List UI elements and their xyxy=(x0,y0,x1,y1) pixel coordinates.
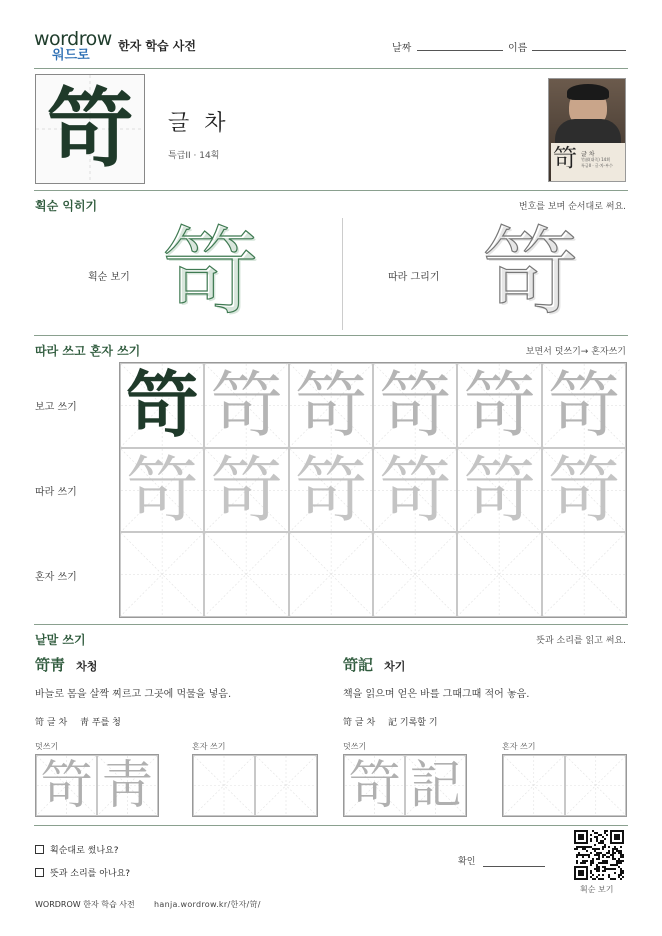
stroke-divider xyxy=(34,335,628,336)
cell-character: 笴 xyxy=(126,363,199,448)
cell-character: 笴 xyxy=(40,755,93,816)
stroke-section-divider xyxy=(342,218,343,330)
stroke-order-character: 笴 xyxy=(162,216,258,328)
practice-cell[interactable] xyxy=(120,363,204,448)
word1-trace-label: 덧쓰기 xyxy=(35,742,59,751)
stroke-trace-label: 따라 그리기 xyxy=(388,272,440,283)
check-meaning[interactable] xyxy=(35,866,130,879)
cell-guide-lines xyxy=(121,533,203,616)
cell-character: 笴 xyxy=(547,447,620,532)
practice-cell[interactable] xyxy=(120,532,204,617)
word1-char2-desc: 푸를 청 xyxy=(91,718,121,728)
word-self-cell[interactable] xyxy=(255,755,317,816)
word1-char1-desc: 글 차 xyxy=(46,718,68,728)
practice-cell[interactable] xyxy=(373,448,457,533)
check-stroke-order[interactable] xyxy=(35,843,119,856)
word1-self-label: 혼자 쓰기 xyxy=(192,742,226,751)
cell-guide-lines xyxy=(194,756,254,815)
practice-grid xyxy=(119,362,627,618)
stroke-view-label: 획순 보기 xyxy=(88,272,130,283)
hero-character: 笴 xyxy=(47,78,133,179)
cell-guide-lines xyxy=(205,533,287,616)
practice-divider xyxy=(34,624,628,625)
practice-cell[interactable] xyxy=(204,363,288,448)
word-trace-cell[interactable] xyxy=(344,755,405,816)
name-field[interactable] xyxy=(532,50,626,51)
cell-character: 笴 xyxy=(379,363,452,448)
row-label-trace: 따라 쓰기 xyxy=(35,487,77,498)
checkbox-icon[interactable] xyxy=(35,868,44,877)
photo-line1: 글 차 xyxy=(581,151,595,158)
word1-char2: 靑 xyxy=(80,718,90,728)
cell-character: 記 xyxy=(409,755,462,816)
qr-code-graphic xyxy=(574,830,624,880)
row-label-self: 혼자 쓰기 xyxy=(35,572,77,583)
practice-cell[interactable] xyxy=(120,448,204,533)
cell-guide-lines xyxy=(256,756,316,815)
cell-character: 笴 xyxy=(463,447,536,532)
cell-character: 笴 xyxy=(547,363,620,448)
word1-trace-boxes xyxy=(35,754,159,817)
stroke-section-hint: 번호를 보며 순서대로 써요. xyxy=(518,202,626,212)
cell-guide-lines xyxy=(290,533,372,616)
word1-block xyxy=(35,654,325,675)
date-label: 날짜 xyxy=(392,43,412,54)
cell-character: 笴 xyxy=(126,447,199,532)
practice-cell[interactable] xyxy=(373,532,457,617)
hero-meta: 특급II · 14획 xyxy=(168,151,220,161)
cell-character: 笴 xyxy=(348,755,401,816)
word2-char1: 笴 xyxy=(343,718,353,728)
qr-label: 획순 보기 xyxy=(580,885,614,894)
practice-cell[interactable] xyxy=(204,532,288,617)
header-divider xyxy=(34,68,628,69)
word-trace-cell[interactable] xyxy=(97,755,158,816)
word2-trace-label: 덧쓰기 xyxy=(343,742,367,751)
cell-character: 笴 xyxy=(379,447,452,532)
word2-char1-desc: 글 차 xyxy=(354,718,376,728)
name-label: 이름 xyxy=(508,43,528,54)
hero-character-box xyxy=(35,74,145,184)
person-hair xyxy=(567,84,609,100)
hero-photo xyxy=(548,78,626,182)
footer-url[interactable]: hanja.wordrow.kr/한자/笴/ xyxy=(154,900,261,909)
word1-reading: 차청 xyxy=(76,660,98,673)
hero-divider xyxy=(34,190,628,191)
confirm-label: 확인 xyxy=(458,857,476,867)
check-meaning-label: 뜻과 소리를 아나요? xyxy=(50,869,131,879)
words-divider xyxy=(34,825,628,826)
practice-section-hint: 보면서 덧쓰기→ 혼자쓰기 xyxy=(525,347,626,357)
word1-self-boxes xyxy=(192,754,318,817)
checkbox-icon[interactable] xyxy=(35,845,44,854)
word-self-cell[interactable] xyxy=(193,755,255,816)
photo-character: 笴 xyxy=(553,144,577,172)
photo-paper xyxy=(551,143,625,182)
word1-char1: 笴 xyxy=(35,718,45,728)
stroke-section-title: 획순 익히기 xyxy=(35,199,98,213)
cell-character: 笴 xyxy=(210,363,283,448)
practice-cell[interactable] xyxy=(289,448,373,533)
confirm-field[interactable] xyxy=(483,866,545,867)
practice-cell[interactable] xyxy=(457,448,541,533)
cell-guide-lines xyxy=(504,756,564,815)
stroke-order-diagram xyxy=(158,218,262,326)
word2-self-label: 혼자 쓰기 xyxy=(502,742,536,751)
practice-cell[interactable] xyxy=(457,363,541,448)
word2-hanja: 笴記 xyxy=(343,656,374,674)
stroke-trace-diagram[interactable] xyxy=(478,218,582,326)
word2-char2-desc: 기록할 기 xyxy=(399,718,438,728)
practice-cell[interactable] xyxy=(373,363,457,448)
practice-cell[interactable] xyxy=(204,448,288,533)
logo-korean: 워드로 xyxy=(52,48,90,63)
logo-wordmark: wordrow xyxy=(34,28,112,50)
cell-guide-lines xyxy=(458,533,540,616)
word1-meaning: 바늘로 몸을 살짝 찌르고 그곳에 먹물을 넣음. xyxy=(35,689,232,700)
word2-chars xyxy=(343,715,438,728)
practice-cell[interactable] xyxy=(542,448,626,533)
practice-cell[interactable] xyxy=(289,363,373,448)
footer-brand: WORDROW 한자 학습 사전 xyxy=(35,900,135,909)
cell-character: 笴 xyxy=(294,447,367,532)
row-label-view: 보고 쓰기 xyxy=(35,402,77,413)
hero-reading: 글 차 xyxy=(168,111,230,136)
practice-cell[interactable] xyxy=(457,532,541,617)
word-self-cell[interactable] xyxy=(503,755,565,816)
date-field[interactable] xyxy=(417,50,503,51)
word-trace-cell[interactable] xyxy=(405,755,466,816)
word2-self-boxes xyxy=(502,754,627,817)
cell-guide-lines xyxy=(374,533,456,616)
word2-reading: 차기 xyxy=(384,660,406,673)
qr-code-icon[interactable] xyxy=(574,830,624,880)
cell-character: 笴 xyxy=(463,363,536,448)
practice-cell[interactable] xyxy=(542,363,626,448)
words-section-title: 낱말 쓰기 xyxy=(35,633,86,647)
app-title: 한자 학습 사전 xyxy=(118,39,196,53)
word-trace-cell[interactable] xyxy=(36,755,97,816)
stroke-trace-character: 笴 xyxy=(482,216,578,328)
word2-char2: 記 xyxy=(388,718,398,728)
words-section-hint: 뜻과 소리를 읽고 써요. xyxy=(536,636,626,646)
logo xyxy=(34,30,114,64)
word-self-cell[interactable] xyxy=(565,755,627,816)
cell-guide-lines xyxy=(543,533,625,616)
cell-character: 笴 xyxy=(210,447,283,532)
check-stroke-order-label: 획순대로 썼나요? xyxy=(50,846,119,856)
cell-guide-lines xyxy=(566,756,626,815)
word2-meaning: 책을 읽으며 얻은 바를 그때그때 적어 놓음. xyxy=(343,689,530,700)
photo-line2: 竹部(대죽) 14획 xyxy=(581,157,611,162)
cell-character: 靑 xyxy=(101,755,154,816)
practice-cell[interactable] xyxy=(289,532,373,617)
word1-chars xyxy=(35,715,121,728)
practice-section-title: 따라 쓰고 혼자 쓰기 xyxy=(35,344,141,358)
word2-trace-boxes xyxy=(343,754,467,817)
practice-cell[interactable] xyxy=(542,532,626,617)
cell-character: 笴 xyxy=(294,363,367,448)
photo-line3: 특급II · 글·차·부수 xyxy=(581,163,613,168)
word2-block xyxy=(343,654,633,675)
word1-hanja: 笴靑 xyxy=(35,656,66,674)
